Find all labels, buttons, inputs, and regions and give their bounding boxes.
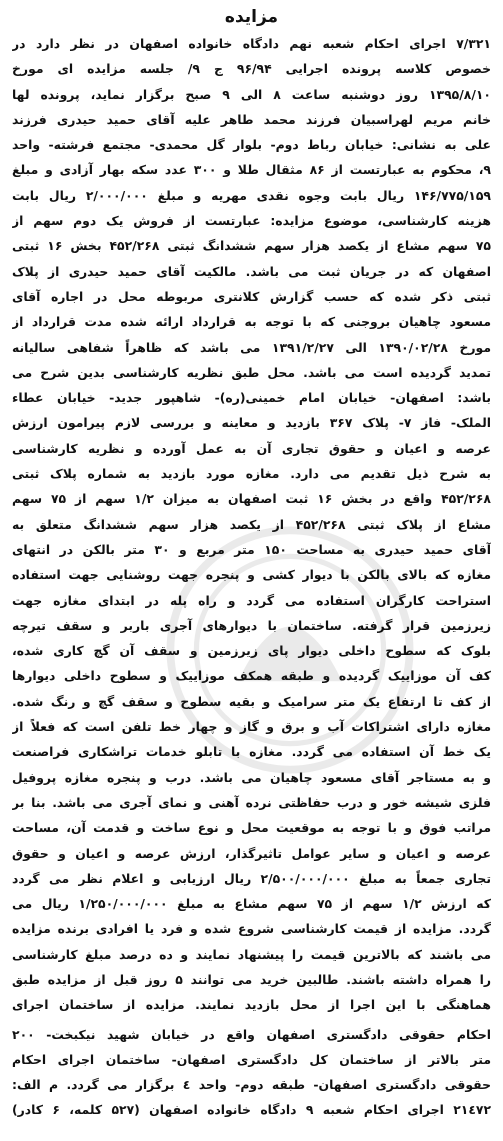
notice-line: و به مستاجر آقای مسعود چاهیان می باشد. درب و پنجره مغازه پروفیل <box>12 769 491 785</box>
notice-line: ۱۴۶/۷۷۵/۱۵۹ ریال بابت وجوه نقدی مهریه و مبلغ ۲/۰۰۰/۰۰۰ ریال بابت <box>12 187 491 203</box>
notice-line: که ارزش ۱/۲ سهم از ۷۵ سهم مشاع به مبلغ ۱/۲۵۰/۰۰۰/۰۰۰ ریال می <box>12 896 491 912</box>
notice-line: می باشند که بالاترین قیمت را پیشنهاد نمایند و ده درصد مبلغ کارشناسی <box>12 946 491 962</box>
notice-line: احکام حقوقی دادگستری اصفهان واقع در خیابان شهید نیکبخت- ۲۰۰ <box>12 1026 491 1042</box>
notice-line: هزینه کارشناسی، موضوع مزایده: عبارتست از فروش یک دوم سهم از <box>12 213 491 229</box>
notice-line: زیرزمین قرار گرفته. ساختمان با دیوارهای آجری باربر و سقف تیرچه <box>12 617 491 633</box>
notice-line: باشد: اصفهان- خیابان امام خمینی(ره)- شاهپور جدید- خیابان عطاء <box>12 390 491 406</box>
notice-footer <box>12 1022 491 1122</box>
notice-line: از کف تا ارتفاع یک متر سرامیک و بقیه سطوح و سقف گچ و رنگ شده. <box>12 693 491 709</box>
notice-line: تجاری جمعاً به مبلغ ۲/۵۰۰/۰۰۰/۰۰۰ ریال ارزیابی و اعلام نظر می گردد <box>12 870 491 886</box>
notice-line: خانم مریم لهراسبیان فرزند محمد طاهر علیه آقای حمید حیدری فرزند <box>12 111 491 127</box>
notice-line: مسعود چاهیان بروجنی که با توجه به قرارداد ارائه شده مدت قرارداد از <box>12 314 491 330</box>
notice-line: را همراه داشته باشند. طالبین خرید می توانند ۵ روز قبل از مزایده طبق <box>12 971 491 987</box>
notice-line: مشاع از پلاک ثبتی ۴۵۲/۲۶۸ از یکصد هزار سهم ششدانگ متعلق به <box>12 516 491 532</box>
notice-line: فلزی شیشه خور و درب حفاظتی نرده آهنی و نمای آجری می باشد. بنا بر <box>12 794 491 810</box>
notice-line: حقوقی دادگستری اصفهان- طبقه دوم- واحد ٤ برگزار می گردد. م الف: <box>12 1076 491 1092</box>
notice-line: مغازه دارای اشتراکات آب و برق و گاز و چهار خط تلفن است که فعلاً از <box>12 719 491 735</box>
notice-line: ۴۵۲/۲۶۸ واقع در بخش ۱۶ ثبت اصفهان به میزان ۱/۲ سهم از ۷۵ سهم <box>12 491 491 507</box>
notice-line: بلوک که سطوح داخلی دیوار پای زیرزمین و سقف آن گچ کاری شده، <box>12 643 491 659</box>
notice-line: ۷۵ سهم مشاع از یکصد هزار سهم ششدانگ ثبتی ۴۵۲/۲۶۸ بخش ۱۶ ثبتی <box>12 238 491 254</box>
notice-line: خصوص کلاسه پرونده اجرایی ۹۶/۹۴ ج ۹/ جلسه مزایده ای مورخ <box>12 61 491 77</box>
notice-line: هماهنگی با این اجرا از محل بازدید نمایند. مزایده از ساختمان اجرای <box>12 997 491 1013</box>
notice-line: ثبتی ذکر شده که حسب گزارش کلانتری مربوطه محل در اجاره آقای <box>12 288 491 304</box>
notice-line: تمدید گردیده است می باشد. محل طبق نظریه کارشناسی بدین شرح می <box>12 364 491 380</box>
notice-line: مغازه که بالای بالکن با دیوار کشی و پنجره جهت روشنایی جهت استفاده <box>12 567 491 583</box>
notice-line: یک خط آن استفاده می گردد. مغازه با تابلو خدمات تراشکاری فراصنعت <box>12 744 491 760</box>
notice-line: به شرح ذیل تقدیم می دارد. مغازه مورد بازدید به شماره پلاک ثبتی <box>12 466 491 482</box>
notice-line: اصفهان که در جریان ثبت می باشد. مالکیت آقای حمید حیدری از پلاک <box>12 263 491 279</box>
notice-line: آقای حمید حیدری به مساحت ۱۵۰ متر مربع و ۳۰ متر بالکن در انتهای <box>12 541 491 557</box>
notice-body <box>12 31 491 1018</box>
notice-line: مراتب فوق و با توجه به موقعیت محل و نوع ساخت و قدمت آن، مساحت <box>12 820 491 836</box>
notice-line: الملک- فاز ۷- پلاک ۳۶۷ بازدید و معاینه و بررسی لازم پیرامون ارزش <box>12 415 491 431</box>
notice-line: ۱۳۹۵/۸/۱۰ روز دوشنبه ساعت ۸ الی ۹ صبح برگزار نماید، پرونده لها <box>12 86 491 102</box>
notice-title: مزایده <box>224 7 279 27</box>
notice-line: ۲۱٤۷۲ اجرای احکام شعبه ۹ دادگاه خانواده اصفهان (۵۲۷ کلمه، ۶ کادر) <box>12 1101 491 1117</box>
notice-line: علی به نشانی: خیابان رباط دوم- بلوار گل محمدی- مجتمع فرشته- واحد <box>12 137 491 153</box>
notice-line: گردد. مزایده از قیمت کارشناسی شروع شده و فرد یا افرادی برنده مزایده <box>12 921 491 937</box>
notice-line: مورخ ۱۳۹۰/۰۲/۲۸ الی ۱۳۹۱/۲/۲۷ می باشد که ظاهراً شفاهی سالیانه <box>12 339 491 355</box>
notice-line: استراحت کارگران استفاده می گردد و راه پله در ابتدای مغازه جهت <box>12 592 491 608</box>
notice-line: ۹، محکوم به عبارتست از ۸۶ مثقال طلا و ۳۰۰ عدد سکه بهار آزادی و مبلغ <box>12 162 491 178</box>
notice-line: متر بالاتر از ساختمان کل دادگستری اصفهان- ساختمان اجرای احکام <box>12 1051 491 1067</box>
notice-line: ۷/۳۲۱ اجرای احکام شعبه نهم دادگاه خانواده اصفهان در نظر دارد در <box>12 36 491 51</box>
notice-line: عرصه و اعیان و حقوق تجاری آن به عمل آورده و نظریه کارشناسی <box>12 440 491 456</box>
notice-line: کف آن موزاییک گردیده و طبقه همکف موزاییک و سطوح داخلی دیوارها <box>12 668 491 684</box>
notice-line: عرصه و اعیان و سایر عوامل تاثیرگذار، ارزش عرصه و اعیان و حقوق <box>12 845 491 861</box>
